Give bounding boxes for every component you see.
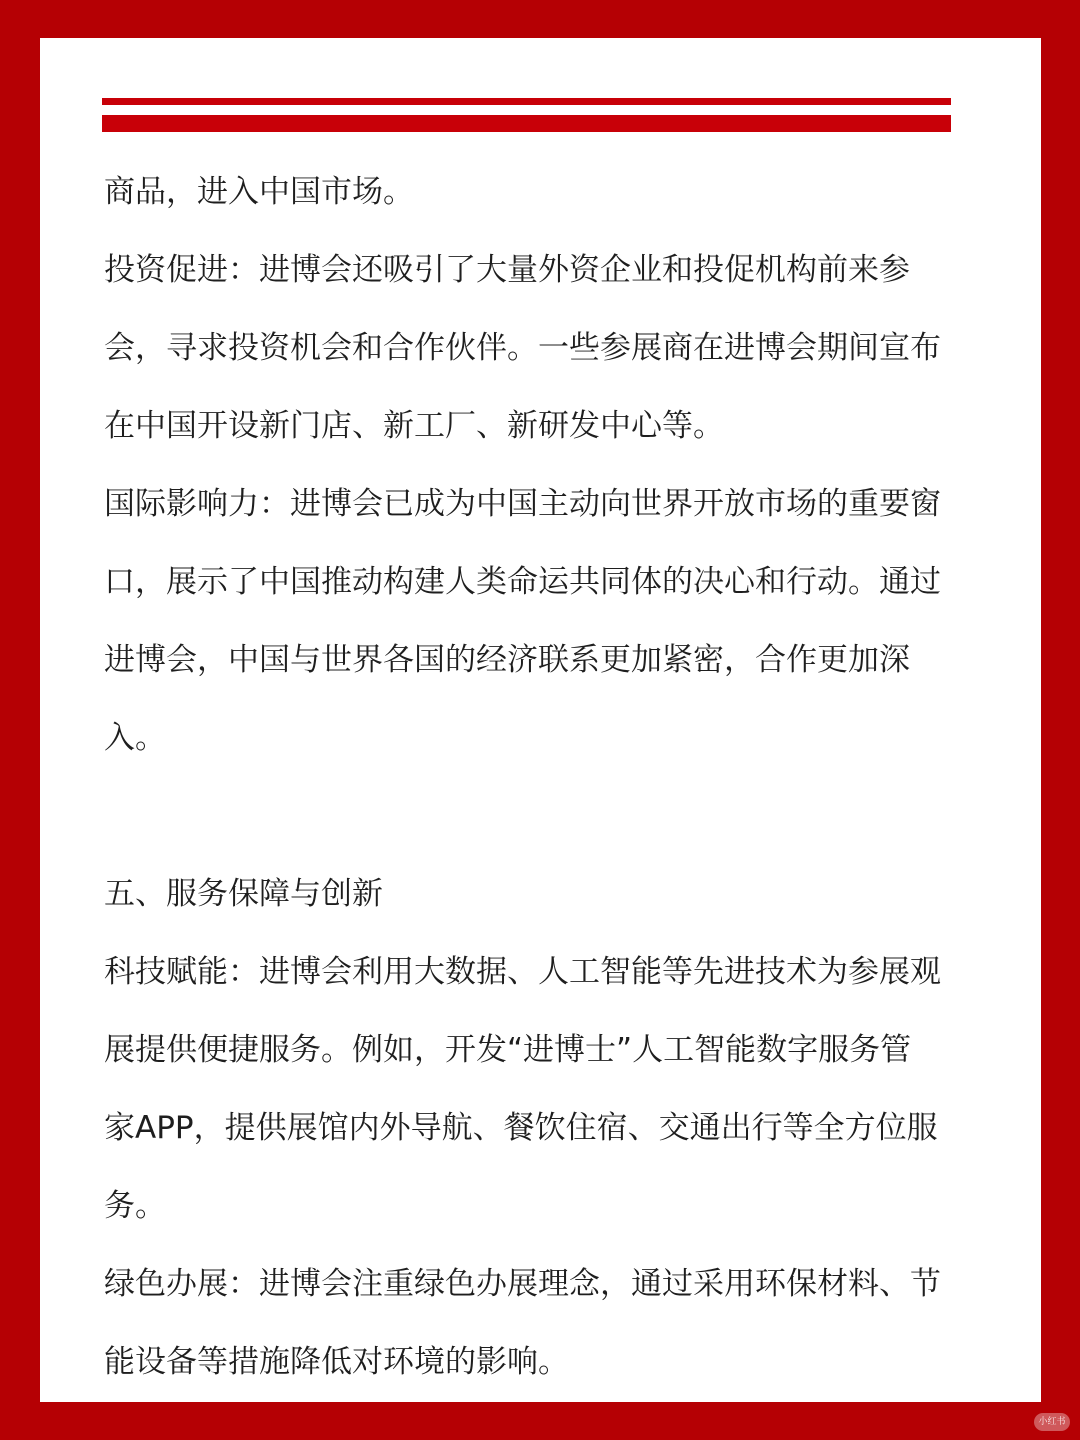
- text-line: 国际影响力：进博会已成为中国主动向世界开放市场的重要窗: [104, 486, 941, 522]
- header-rule-thick: [102, 115, 951, 132]
- text-line: 在中国开设新门店、新工厂、新研发中心等。: [104, 408, 724, 444]
- text-line: 展提供便捷服务。例如，开发“进博士”人工智能数字服务管: [104, 1032, 912, 1068]
- text-line: 投资促进：进博会还吸引了大量外资企业和投促机构前来参: [104, 252, 910, 288]
- text-line: 会，寻求投资机会和合作伙伴。一些参展商在进博会期间宣布: [104, 330, 941, 366]
- watermark-badge: 小红书: [1034, 1413, 1070, 1431]
- text-line: 进博会，中国与世界各国的经济联系更加紧密，合作更加深: [104, 642, 910, 678]
- document-page: [40, 38, 1041, 1402]
- section-heading: 五、服务保障与创新: [104, 876, 383, 912]
- text-line: 家APP，提供展馆内外导航、餐饮住宿、交通出行等全方位服: [104, 1110, 938, 1146]
- text-line: 科技赋能：进博会利用大数据、人工智能等先进技术为参展观: [104, 954, 941, 990]
- text-line: 口，展示了中国推动构建人类命运共同体的决心和行动。通过: [104, 564, 941, 600]
- text-line: 能设备等措施降低对环境的影响。: [104, 1344, 569, 1380]
- text-line: 入。: [104, 720, 166, 756]
- text-line: 绿色办展：进博会注重绿色办展理念，通过采用环保材料、节: [104, 1266, 941, 1302]
- text-line: 务。: [104, 1188, 166, 1224]
- text-line: 商品，进入中国市场。: [104, 174, 414, 210]
- header-rule-thin: [102, 98, 951, 105]
